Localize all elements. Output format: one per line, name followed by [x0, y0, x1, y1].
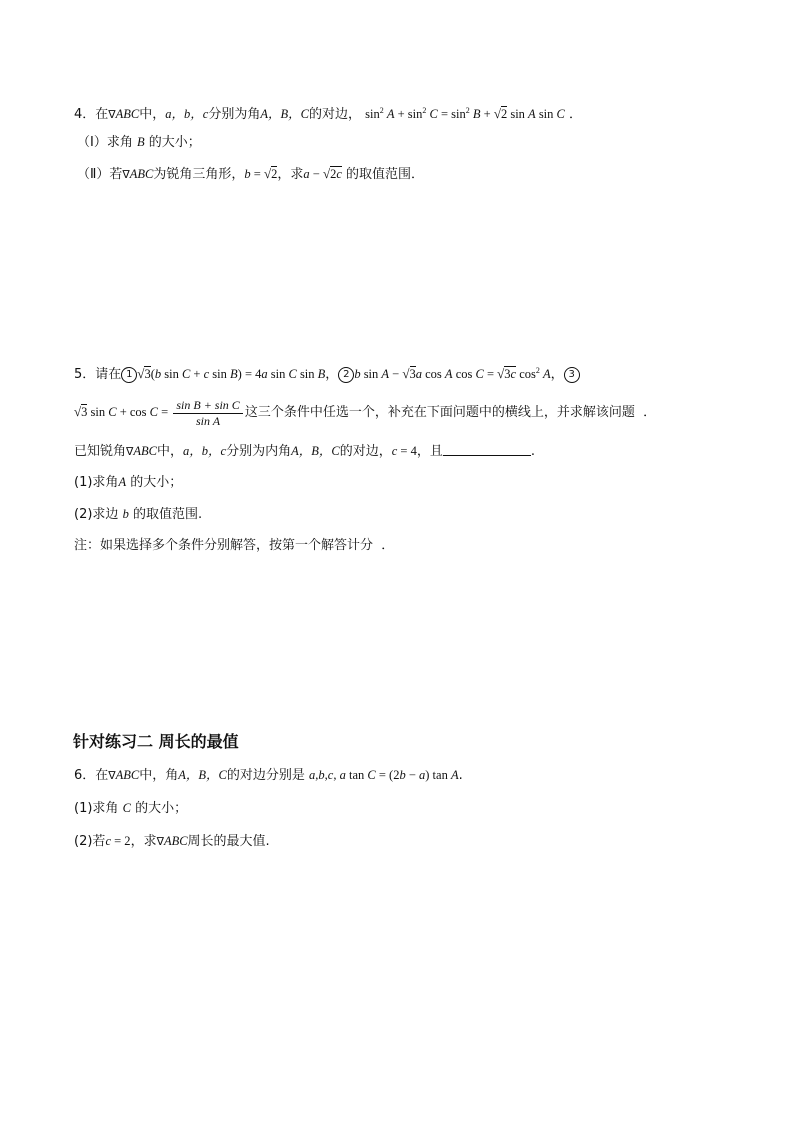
circled-number-3: 3 [564, 367, 580, 383]
problem-5-q2: (2)求边 b 的取值范围. [74, 507, 203, 522]
problem-5-note: 注：如果选择多个条件分别解答，按第一个解答计分 ． [74, 538, 395, 553]
problem-5-known: 已知锐角∇ABC中，a，b，c分别为内角A，B，C的对边，c = 4，且 . [74, 444, 535, 459]
circled-number-2: 2 [338, 367, 354, 383]
condition-1: √3(b sin C + c sin B) = 4a sin C sin B [137, 366, 326, 381]
condition-2: b sin A − √3a cos A cos C = √3c $\cos^2 A$ [354, 366, 551, 381]
section-heading: 针对练习二 周长的最值 [73, 732, 239, 751]
circled-number-1: 1 [121, 367, 137, 383]
problem-4-part1: （Ⅰ）求角 B 的大小； [77, 135, 201, 150]
problem-4-equation: $\sin^2 A + \sin^2 C = \sin^2 B + √2$ sin A sin C [365, 106, 565, 121]
triangle-symbol: ∇ [108, 108, 116, 121]
problem-6-q2: (2)若c = 2，求∇ABC周长的最大值. [74, 834, 270, 849]
condition-3-fraction: $\frac{\text{sin B + sin C}}{\text{sin A}}$ [173, 398, 242, 429]
problem-5-line1: 5．请在 1 √3(b sin C + c sin B) = 4a sin C sin B， 2 b sin A − √3a cos A cos C = √3c $\cos^2 A$， 3 [74, 362, 580, 384]
problem-4-stem: 4．在∇ABC中，a，b，c分别为角A，B，C的对边， $\sin^2 A + \sin^2 C = \sin^2 B + √2$ sin A sin C ． [74, 106, 583, 122]
fill-in-blank[interactable] [443, 443, 531, 456]
problem-6-stem: 6．在∇ABC中，角A，B，C的对边分别是 a,b,c, a tan C = (2b − a) tan A. [74, 768, 463, 783]
problem-5-q1: (1)求角A 的大小； [74, 475, 183, 490]
problem-6-equation: a,b,c, a tan C = (2b − a) tan A [309, 768, 459, 782]
problem-4-part2: （Ⅱ）若∇ABC为锐角三角形，b = √2，求a − √2c 的取值范围． [77, 166, 425, 182]
problem-5-line2: √3 sin C + cos C = $\frac{\text{sin B + sin C}}{\text{sin A}}$ 这三个条件中任选一个，补充在下面问题中的横线上，并求解该问题 ． [74, 397, 657, 428]
problem-6-q1: (1)求角 C 的大小； [74, 801, 188, 816]
condition-3: √3 sin C + cos C = $\frac{\text{sin B + sin C}}{\text{sin A}}$ [74, 405, 245, 419]
